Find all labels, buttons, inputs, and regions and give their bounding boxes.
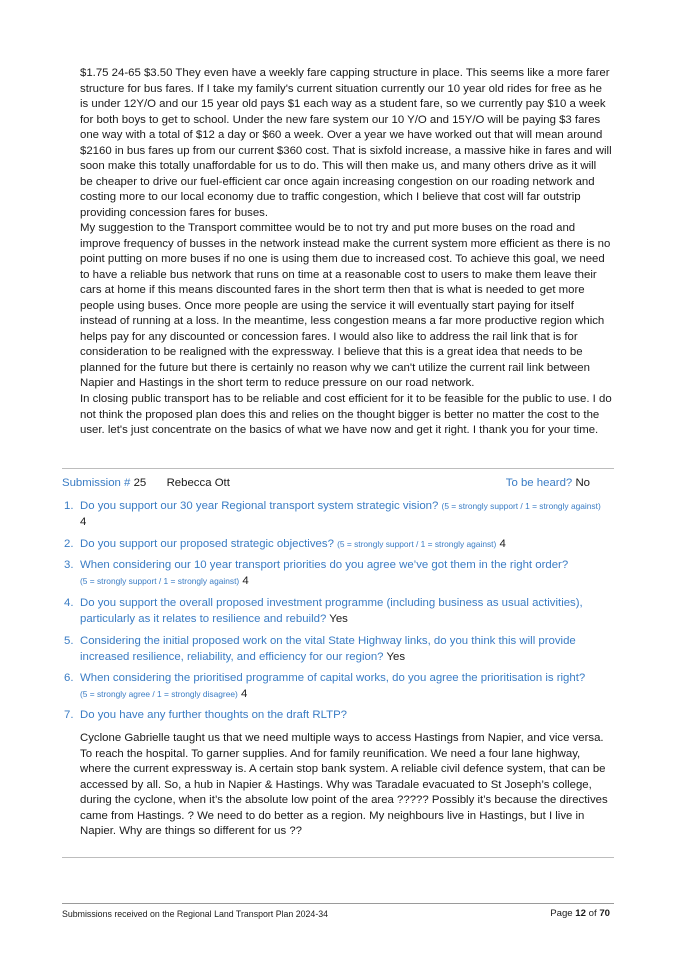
question-number: 7. — [64, 709, 74, 721]
question-text: When considering our 10 year transport priorities do you agree we’ve got them in the right order? — [80, 559, 569, 571]
submitter-name: Rebecca Ott — [166, 477, 230, 489]
footer-rule — [62, 903, 614, 904]
page-current: 12 — [575, 908, 586, 919]
question-answer: Yes — [386, 650, 406, 663]
question-number: 5. — [64, 635, 74, 647]
question-answer: 4 — [240, 687, 248, 700]
section-divider-bottom — [62, 857, 614, 858]
to-be-heard-label: To be heard? — [505, 477, 573, 489]
question-4 — [64, 596, 604, 627]
question-answer: 4 — [242, 574, 249, 587]
page-total: 70 — [599, 908, 610, 919]
question-3 — [64, 558, 604, 589]
question-5 — [64, 634, 604, 665]
to-be-heard-value: No — [575, 477, 590, 489]
question-text: Do you support the overall proposed investment programme (including business as usual activities), particularly as it relates to resilience and rebuild? — [80, 597, 583, 625]
question-7 — [64, 708, 604, 724]
question-scale: (5 = strongly support / 1 = strongly against) — [441, 501, 601, 511]
question-number: 4. — [64, 597, 74, 609]
question-answer: 4 — [499, 538, 506, 550]
submission-label: Submission # — [62, 477, 131, 489]
question-1 — [64, 499, 604, 530]
footer-title: Submissions received on the Regional Land Transport Plan 2024-34 — [62, 909, 329, 919]
intro-paragraph-3: In closing public transport has to be reliable and cost efficient for it to be feasible for the public to use. I do not think the proposed plan does this and relies on the thought bigger is better no matter the cost to the user. let's just concentrate on the basics of what we have now and get it right. I thank you for your time. — [80, 393, 612, 436]
question-text: Do you have any further thoughts on the draft RLTP? — [80, 709, 347, 721]
page-word: Page — [550, 908, 573, 919]
submission-number: 25 — [133, 477, 147, 489]
question-number: 2. — [64, 538, 74, 550]
question-scale: (5 = strongly support / 1 = strongly against) — [337, 539, 497, 549]
to-be-heard — [506, 476, 590, 491]
submission-header — [62, 476, 590, 491]
page-number — [550, 908, 610, 920]
intro-paragraph-1: $1.75 24-65 $3.50 They even have a weekly fare capping structure in place. This seems like a more farer structure for bus fares. If I take my family's current situation currently our 10 year old rides for free as he is under 12Y/O and our 15 year old pays $1 each way as a student fare, so we currently pay $10 a week for both boys to get to school. Under the new fare system our 10 Y/O and 15Y/O will be paying $3 fares one way with a total of $12 a day or $60 a week. Over a year we have worked out that will mean around $2160 in bus fares up from our current $360 cost. That is sixfold increase, a massive hike in fares and will soon make this totally unaffordable for us to do. This will then make us, and many others drive as it will be cheaper to drive our fuel-efficient car once again increasing congestion on our roading network and costing more to our local economy due to traffic congestion, which I believe that cost will far outstrip providing concession fares for buses. — [80, 67, 612, 219]
section-divider-top — [62, 468, 614, 469]
question-number: 3. — [64, 559, 74, 571]
question-6 — [64, 671, 604, 702]
question-2 — [64, 537, 604, 553]
question-text: When considering the prioritised programme of capital works, do you agree the prioritisation is right? — [80, 672, 586, 684]
page-footer — [62, 908, 610, 920]
of-word: of — [588, 908, 597, 919]
question-answer: 4 — [80, 515, 87, 528]
question-text: Considering the initial proposed work on the vital State Highway links, do you think this will provide increased resilience, reliability, and efficiency for our region? — [80, 635, 576, 663]
question-answer: Yes — [329, 612, 348, 625]
question-number: 1. — [64, 500, 74, 512]
question-7-answer: Cyclone Gabrielle taught us that we need multiple ways to access Hastings from Napier, and vice versa. To reach the hospital. To garner supplies. And for family reunification. We need a four lane highway, where the current expressway is. A certain stop bank system. A reliable civil defence system, that can be accessed by all. So, a hub in Napier & Hastings. Why was Taradale evacuated to St Joseph’s college, during the cyclone, when it’s the absolute low point of the area ????? Possibly it’s because the directives came from Hastings. ? We need to do better as a region. My neighbours live in Hastings, but I live in Napier. Why are things so different for us ?? — [80, 732, 608, 837]
question-scale: (5 = strongly agree / 1 = strongly disagree) — [80, 688, 238, 699]
intro-paragraph-2: My suggestion to the Transport committee would be to not try and put more buses on the road and improve frequency of busses in the network instead make the current system more efficient as there is no point putting on more buses if no one is using them due to increased cost. To achieve this goal, we need to have a reliable bus network that runs on time at a reasonable cost to users to make them leave their cars at home if this means discounted fares in the short term then that is what is needed to get more people using buses. Once more people are using the service it will eventually start paying for itself instead of running at a loss. In the meantime, less congestion means a far more productive region which helps pay for any discounted or concession fares. I would also like to address the rail link that is for consideration to be realigned with the expressway. I believe that this is a great idea that needs to be planned for the future but there is certainly no reason why we can't utilize the current rail link between Napier and Hastings in the short term to reduce pressure on our road network. — [80, 222, 611, 389]
question-number: 6. — [64, 672, 74, 684]
question-scale: (5 = strongly support / 1 = strongly against) — [80, 575, 240, 586]
question-text: Do you support our 30 year Regional transport system strategic vision? — [80, 500, 439, 512]
question-text: Do you support our proposed strategic objectives? — [80, 538, 334, 550]
